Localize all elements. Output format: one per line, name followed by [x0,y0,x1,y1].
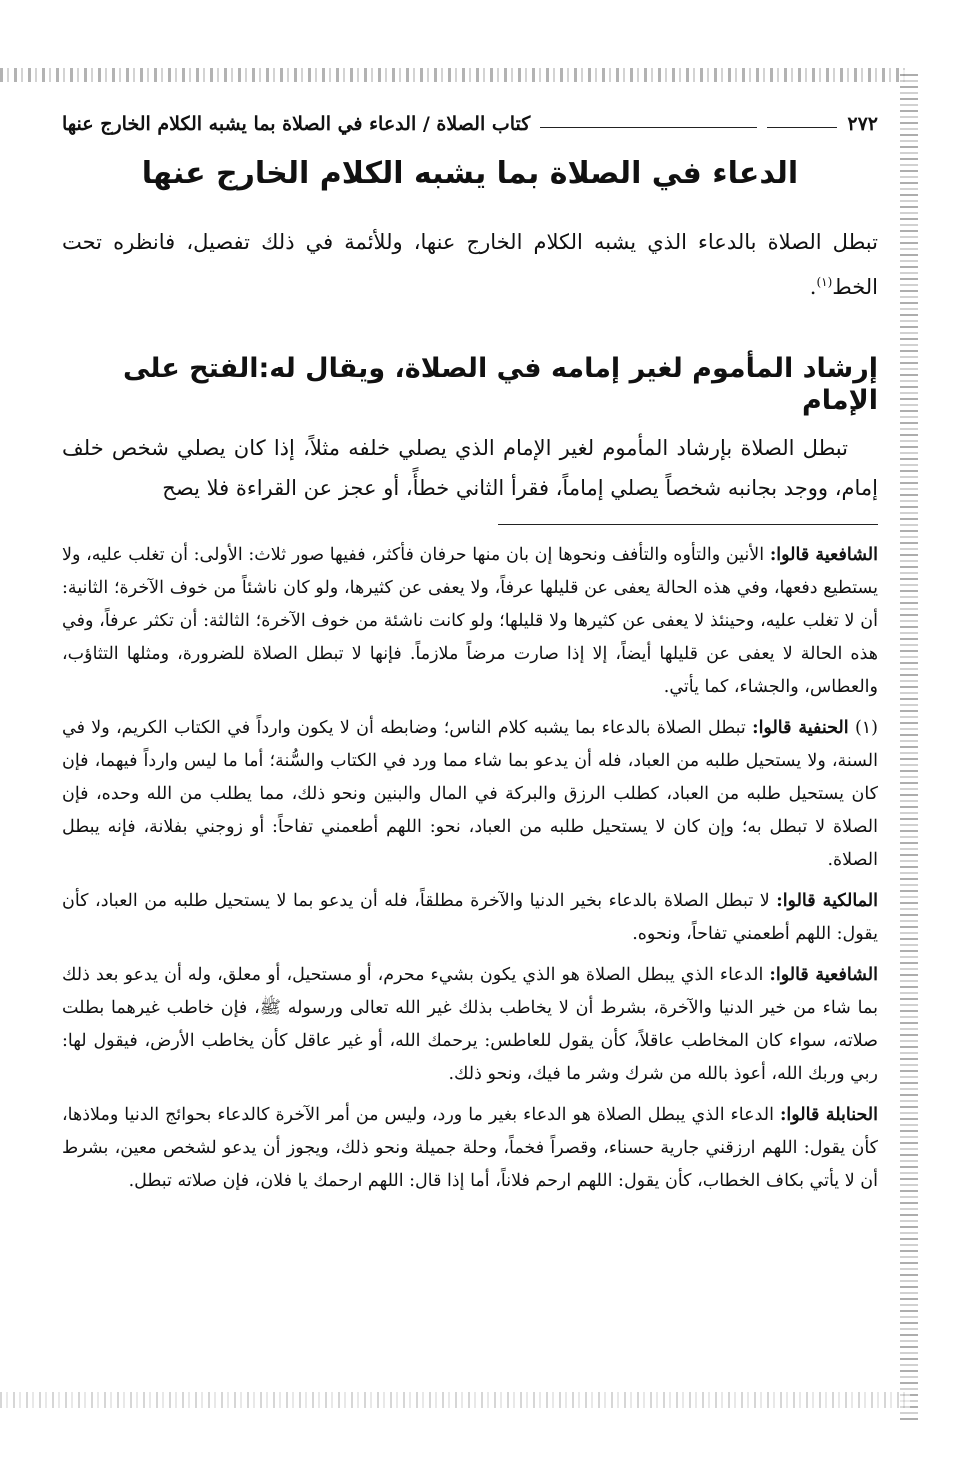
footnote-text: الدعاء الذي يبطل الصلاة هو الذي يكون بشيء محرم، أو مستحيل، أو معلق، وله أن يدعو بعد ذلك بما شاء من خير الدنيا والآخرة، بشرط أن لا يخاطب بذلك غير الله تعالى ورسوله ﷺ، فإن خاطب غيرهما بطلت صلاته، سواء كان المخاطب عاقلاً، كأن يقول للعاطس: يرحمك الله، أو غير عاقل كأن يخاطب الأرض، فيقول لها: ربي وربك الله، أعوذ بالله من شرك وشر ما فيك، ونحو ذلك. [62,964,878,1084]
ornamental-border-top [0,68,910,82]
header-rule-long [540,127,757,128]
book-page [62,108,878,1388]
footnote-text: تبطل الصلاة بالدعاء بما يشبه كلام الناس؛ وضابطه أن لا يكون وارداً في الكتاب الكريم، ولا في السنة، ولا يستحيل طلبه من العباد، فله أن يدعو بما شاء مما ورد في الكتاب والسُّنة؛ أما ما ليس وارداً فيهما، فإن كان يستحيل طلبه من العباد، كطلب الرزق والبركة في المال والبنين ونحو ذلك، مما يطلب من الله وحده، فإن الصلاة لا تبطل به؛ وإن كان لا يستحيل طلبه من العباد، نحو: اللهم أطعمني تفاحاً: أو زوجني بفلانة، فإنه يبطل الصلاة. [62,717,878,870]
footnote-lead: الحنفية قالوا: [752,717,849,738]
footnote-maliki [62,885,878,951]
footnote-lead: الشافعية قالوا: [769,964,878,985]
section1-paragraph [62,222,878,307]
footnote-number: (١) [854,717,878,738]
running-title: كتاب الصلاة / الدعاء في الصلاة بما يشبه الكلام الخارج عنها [62,113,531,135]
footnote-text: الأنين والتأوه والتأفف ونحوها إن بان منها حرفان فأكثر، ففيها صور ثلاث: الأولى: أن تغلب عليه، ولا يستطيع دفعها، وفي هذه الحالة يعفى عن قليلها عرفاً، ولا يعفى عن كثيرها، ولو كان ناشئاً من خوف الآخرة؛ الثانية: أن لا تغلب عليه، وحينئذ لا يعفى عن كثيرها ولا قليلها؛ ولو كانت ناشئة من خوف الآخرة؛ الثالثة: أن تكثر عرفاً، وفي هذه الحالة لا يعفى عن قليلها أيضاً، إلا إذا صارت مرضاً ملازماً. فإنها لا تبطل الصلاة للضرورة، ومثلها التثاؤب، والعطاس، والجشاء، كما يأتي. [62,544,878,697]
footnote-lead: المالكية قالوا: [776,890,878,911]
running-header [62,108,878,140]
page-number: ٢٧٢ [847,113,878,135]
header-rule-short [767,127,837,128]
footnote-separator [498,524,878,525]
section1-end: . [809,275,817,299]
footnote-text: لا تبطل الصلاة بالدعاء بخير الدنيا والآخرة مطلقاً، فله أن يدعو بما لا يستحيل طلبه من العباد، كأن يقول: اللهم أطعمني تفاحاً، ونحوه. [62,890,878,944]
footnote-hanafi [62,712,878,877]
footnote-text: الدعاء الذي يبطل الصلاة هو الدعاء بغير ما ورد، وليس من أمر الآخرة كالدعاء بحوائج الدنيا وملاذها، كأن يقول: اللهم ارزقني جارية حسناء، وقصراً فخماً، وحلة جميلة ونحو ذلك، ويجوز أن يدعو لشخص معين، بشرط أن لا يأتي بكاف الخطاب، كأن يقول: اللهم ارحم فلاناً، أما إذا قال: اللهم ارحمك يا فلان، فإن صلاته تبطل. [62,1104,878,1191]
section-title-prompting-imam: إرشاد المأموم لغير إمامه في الصلاة، ويقال له:الفتح على الإمام [122,353,878,417]
section-title-prayer-supplication: الدعاء في الصلاة بما يشبه الكلام الخارج عنها [141,156,799,191]
footnote-shafii-1 [62,539,878,704]
footnote-hanbali [62,1099,878,1198]
ornamental-border-right [900,70,918,1420]
footnote-lead: الحنابلة قالوا: [779,1104,878,1125]
footnote-lead: الشافعية قالوا: [769,544,879,565]
ornamental-border-bottom [0,1392,910,1408]
section2-paragraph: تبطل الصلاة بإرشاد المأموم لغير الإمام الذي يصلي خلفه مثلاً، إذا كان يصلي شخص خلف إمام، ووجد بجانبه شخصاً يصلي إماماً، فقرأ الثاني خطأً، أو عجز عن القراءة فلا يصح [62,435,878,500]
footnote-shafii-2 [62,959,878,1091]
footnote-marker: (١) [816,275,833,289]
section1-text: تبطل الصلاة بالدعاء الذي يشبه الكلام الخارج عنها، وللأئمة في ذلك تفصيل، فانظره تحت الخط [62,230,878,299]
